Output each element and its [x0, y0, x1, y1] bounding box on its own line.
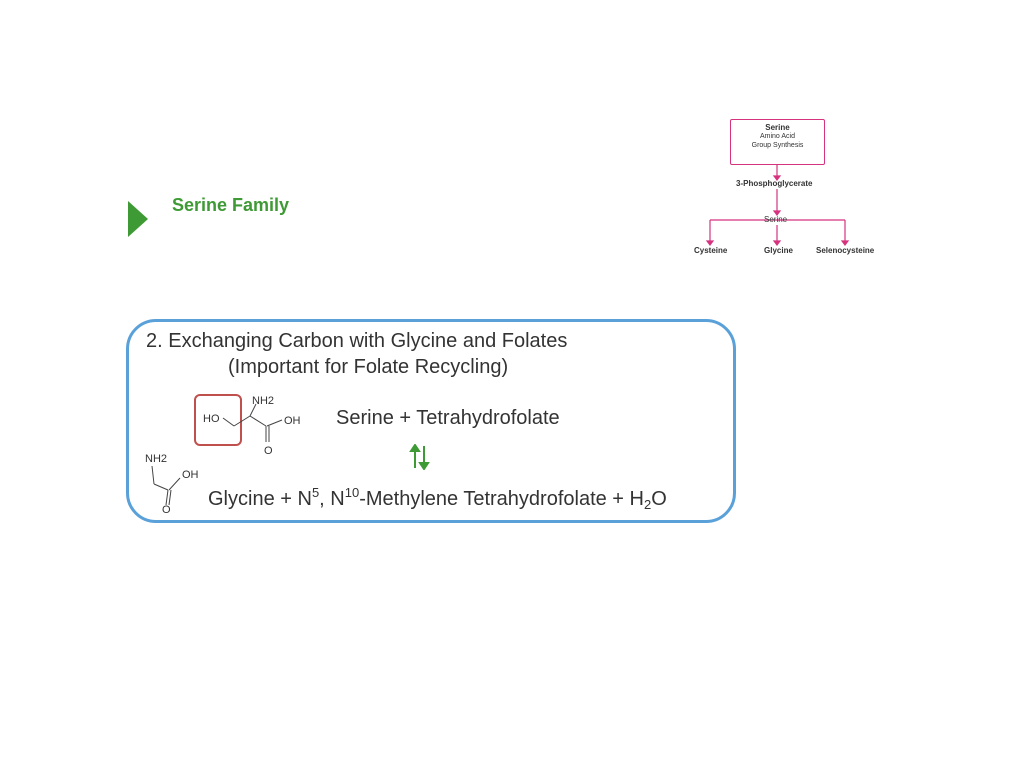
product-cysteine: Cysteine [694, 246, 728, 255]
reversible-arrows-icon [408, 444, 432, 470]
glycine-oh-label: OH [182, 469, 199, 481]
glycine-o-label: O [162, 504, 171, 515]
box-title: Serine [765, 123, 790, 132]
products-prefix: Glycine + N [208, 488, 312, 510]
reactants-equation: Serine + Tetrahydrofolate [336, 407, 560, 429]
precursor-label: 3-Phosphoglycerate [736, 179, 813, 188]
section-title: Serine Family [172, 195, 290, 215]
bullet-arrow-icon [128, 201, 148, 237]
sub-2: 2 [644, 497, 652, 512]
glycine-structure [140, 450, 205, 515]
sup-10: 10 [344, 485, 360, 500]
serine-ho-label: HO [203, 413, 220, 425]
products-mid: -Methylene Tetrahydrofolate + H [359, 488, 644, 510]
serine-pathway-diagram [690, 115, 885, 265]
glycine-nh2-label: NH2 [145, 453, 168, 465]
products-mid-sep: , N [319, 488, 345, 510]
serine-group-box [730, 119, 825, 165]
serine-structure [190, 392, 305, 462]
product-selenocysteine: Selenocysteine [816, 246, 875, 255]
products-end: O [651, 488, 667, 510]
serine-o-label: O [264, 445, 273, 457]
serine-node-label: Serine [764, 215, 788, 224]
products-equation [208, 485, 667, 512]
panel-heading: 2. Exchanging Carbon with Glycine and Folates [146, 330, 568, 352]
box-line1: Amino Acid [759, 133, 796, 140]
panel-subheading: (Important for Folate Recycling) [228, 356, 509, 378]
box-line2: Group Synthesis [751, 142, 804, 149]
serine-oh-label: OH [284, 415, 301, 427]
product-glycine: Glycine [764, 246, 793, 255]
serine-nh2-label: NH2 [252, 395, 275, 407]
sup-5: 5 [311, 485, 320, 500]
